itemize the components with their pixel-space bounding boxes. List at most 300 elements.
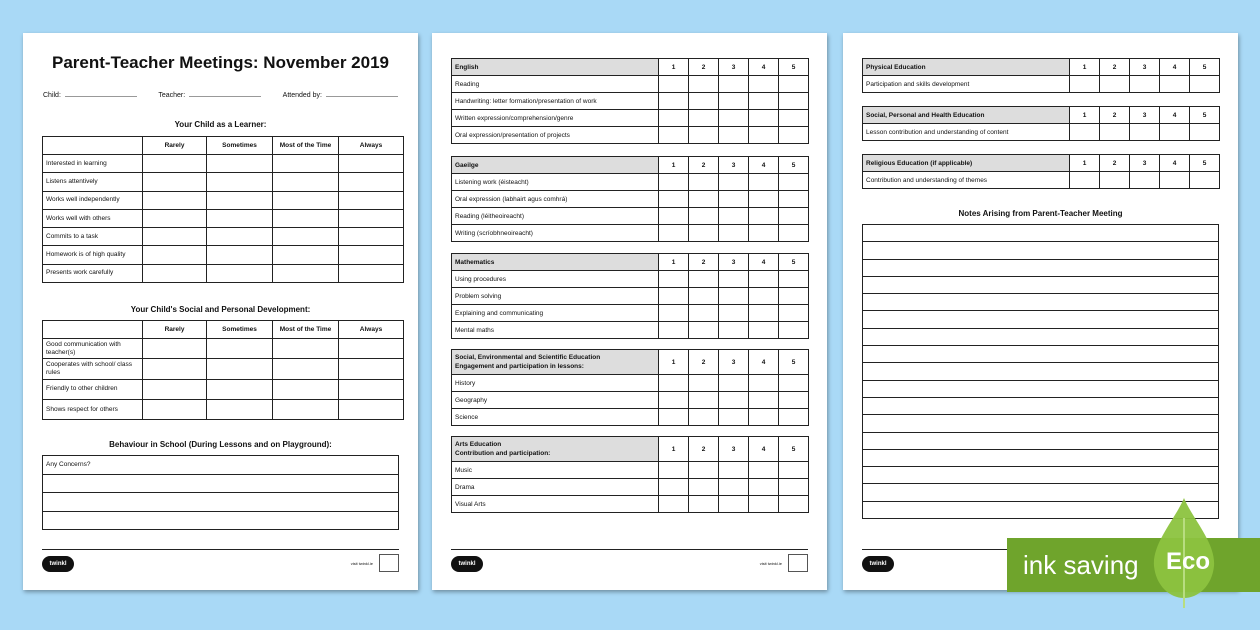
- rating-cell[interactable]: [143, 209, 207, 227]
- rating-cell[interactable]: [273, 379, 339, 399]
- scale-header: 5: [779, 157, 809, 174]
- rating-cell[interactable]: [689, 305, 719, 322]
- rating-cell[interactable]: [749, 271, 779, 288]
- rating-cell[interactable]: [1130, 124, 1160, 141]
- table-row: [43, 339, 404, 359]
- notes-line: [863, 328, 1219, 345]
- rating-cell[interactable]: [719, 208, 749, 225]
- notes-cell[interactable]: [863, 346, 1219, 363]
- rating-cell[interactable]: [719, 271, 749, 288]
- scale-header: 3: [1130, 155, 1160, 172]
- rating-cell[interactable]: [207, 228, 273, 246]
- subject-title: [452, 350, 659, 375]
- table-row: [452, 409, 809, 426]
- rating-cell[interactable]: [749, 191, 779, 208]
- column-header: Rarely: [143, 321, 207, 339]
- row-label: Presents work carefully: [43, 264, 143, 282]
- footer: [42, 549, 399, 567]
- rating-cell[interactable]: [339, 228, 404, 246]
- attended-field: [283, 92, 398, 99]
- rating-cell[interactable]: [1100, 124, 1130, 141]
- subject-table: [451, 253, 809, 339]
- rating-cell[interactable]: [779, 208, 809, 225]
- table-row: [43, 474, 399, 493]
- rating-cell[interactable]: [779, 322, 809, 339]
- scale-header: 2: [689, 157, 719, 174]
- rating-cell[interactable]: [143, 399, 207, 419]
- header-row: [452, 59, 809, 76]
- rating-cell[interactable]: [719, 392, 749, 409]
- table-row: [43, 456, 399, 475]
- scale-header: 4: [749, 254, 779, 271]
- rating-cell[interactable]: [779, 462, 809, 479]
- subject-title: [452, 437, 659, 462]
- rating-cell[interactable]: [689, 93, 719, 110]
- rating-cell[interactable]: [689, 225, 719, 242]
- row-label: Friendly to other children: [43, 379, 143, 399]
- row-label: Drama: [452, 479, 659, 496]
- rating-cell[interactable]: [749, 76, 779, 93]
- rating-cell[interactable]: [339, 246, 404, 264]
- rating-cell[interactable]: [339, 209, 404, 227]
- rating-cell[interactable]: [273, 359, 339, 379]
- subject-name: Mathematics: [455, 258, 495, 266]
- subject-subtitle: Contribution and participation:: [455, 450, 551, 457]
- rating-cell[interactable]: [1070, 76, 1100, 93]
- notes-line: [863, 449, 1219, 466]
- concern-line[interactable]: [43, 493, 399, 512]
- notes-cell[interactable]: [863, 415, 1219, 432]
- rating-cell[interactable]: [719, 110, 749, 127]
- rating-cell[interactable]: [689, 392, 719, 409]
- rating-cell[interactable]: [659, 392, 689, 409]
- rating-cell[interactable]: [207, 399, 273, 419]
- rating-cell[interactable]: [779, 305, 809, 322]
- notes-cell[interactable]: [863, 294, 1219, 311]
- row-label: Writing (scríobhneoireacht): [452, 225, 659, 242]
- column-header: Sometimes: [207, 137, 273, 155]
- rating-cell[interactable]: [689, 110, 719, 127]
- table-row: [43, 209, 404, 227]
- notes-cell[interactable]: [863, 380, 1219, 397]
- scale-header: 1: [659, 350, 689, 375]
- rating-cell[interactable]: [719, 127, 749, 144]
- rating-cell[interactable]: [273, 399, 339, 419]
- rating-cell[interactable]: [689, 479, 719, 496]
- rating-cell[interactable]: [689, 288, 719, 305]
- rating-cell[interactable]: [207, 246, 273, 264]
- rating-cell[interactable]: [659, 479, 689, 496]
- notes-line: [863, 276, 1219, 293]
- scale-header: 2: [1100, 107, 1130, 124]
- rating-cell[interactable]: [779, 225, 809, 242]
- row-label: Geography: [452, 392, 659, 409]
- rating-cell[interactable]: [719, 375, 749, 392]
- header-blank: [43, 321, 143, 339]
- page-2: [432, 33, 827, 590]
- rating-cell[interactable]: [779, 174, 809, 191]
- concern-line[interactable]: [43, 511, 399, 530]
- rating-cell[interactable]: [143, 191, 207, 209]
- scale-header: 4: [1160, 155, 1190, 172]
- row-label: Explaining and communicating: [452, 305, 659, 322]
- scale-header: 2: [1100, 155, 1130, 172]
- subject-table: [451, 436, 809, 513]
- rating-cell[interactable]: [207, 191, 273, 209]
- rating-cell[interactable]: [659, 76, 689, 93]
- rating-cell[interactable]: [207, 209, 273, 227]
- rating-cell[interactable]: [689, 462, 719, 479]
- table-row: [43, 155, 404, 173]
- rating-cell[interactable]: [749, 409, 779, 426]
- rating-cell[interactable]: [749, 322, 779, 339]
- rating-cell[interactable]: [1070, 124, 1100, 141]
- table-row: [452, 496, 809, 513]
- teacher-label: Teacher:: [158, 92, 186, 99]
- rating-cell[interactable]: [143, 379, 207, 399]
- rating-cell[interactable]: [719, 225, 749, 242]
- rating-cell[interactable]: [689, 76, 719, 93]
- table-row: [863, 76, 1220, 93]
- rating-cell[interactable]: [749, 392, 779, 409]
- rating-cell[interactable]: [339, 399, 404, 419]
- rating-cell[interactable]: [689, 127, 719, 144]
- notes-cell[interactable]: [863, 242, 1219, 259]
- rating-cell[interactable]: [659, 462, 689, 479]
- attended-line: [326, 96, 398, 97]
- ink-saving-label: ink saving: [1023, 550, 1139, 580]
- row-label: Homework is of high quality: [43, 246, 143, 264]
- scale-header: 5: [779, 254, 809, 271]
- rating-cell[interactable]: [749, 305, 779, 322]
- rating-cell[interactable]: [273, 264, 339, 282]
- column-header: Always: [339, 137, 404, 155]
- rating-cell[interactable]: [207, 339, 273, 359]
- scale-header: 1: [659, 157, 689, 174]
- rating-cell[interactable]: [719, 93, 749, 110]
- rating-cell[interactable]: [659, 375, 689, 392]
- notes-cell[interactable]: [863, 225, 1219, 242]
- rating-cell[interactable]: [749, 496, 779, 513]
- rating-cell[interactable]: [1100, 76, 1130, 93]
- notes-line: [863, 346, 1219, 363]
- rating-cell[interactable]: [143, 228, 207, 246]
- notes-cell[interactable]: [863, 276, 1219, 293]
- column-header: Most of the Time: [273, 321, 339, 339]
- rating-cell[interactable]: [207, 264, 273, 282]
- subject-table: [862, 58, 1220, 93]
- rating-cell[interactable]: [719, 322, 749, 339]
- table-row: [43, 191, 404, 209]
- notes-line: [863, 259, 1219, 276]
- rating-cell[interactable]: [207, 173, 273, 191]
- table-row: [43, 379, 404, 399]
- subject-title: [452, 254, 659, 271]
- rating-cell[interactable]: [749, 225, 779, 242]
- notes-line: [863, 294, 1219, 311]
- scale-header: 3: [1130, 107, 1160, 124]
- rating-cell[interactable]: [689, 271, 719, 288]
- row-label: Problem solving: [452, 288, 659, 305]
- rating-cell[interactable]: [719, 496, 749, 513]
- rating-cell[interactable]: [689, 191, 719, 208]
- rating-cell[interactable]: [339, 264, 404, 282]
- scale-header: 3: [719, 437, 749, 462]
- rating-cell[interactable]: [659, 271, 689, 288]
- scale-header: 5: [779, 437, 809, 462]
- subject-name: English: [455, 63, 479, 71]
- rating-cell[interactable]: [1100, 172, 1130, 189]
- rating-cell[interactable]: [1130, 76, 1160, 93]
- notes-cell[interactable]: [863, 363, 1219, 380]
- rating-cell[interactable]: [719, 305, 749, 322]
- rating-cell[interactable]: [659, 93, 689, 110]
- subject-table: [862, 106, 1220, 141]
- rating-cell[interactable]: [273, 209, 339, 227]
- learner-heading: Your Child as a Learner:: [174, 120, 267, 129]
- behaviour-heading: Behaviour in School (During Lessons and on Playground):: [109, 440, 332, 449]
- rating-cell[interactable]: [779, 76, 809, 93]
- rating-cell[interactable]: [143, 246, 207, 264]
- twinkl-logo: twinkl: [451, 556, 483, 572]
- table-row: [452, 208, 809, 225]
- rating-cell[interactable]: [659, 191, 689, 208]
- subject-table: [451, 349, 809, 426]
- scale-header: 1: [659, 59, 689, 76]
- table-row: [452, 271, 809, 288]
- scale-header: 5: [1190, 107, 1220, 124]
- rating-cell[interactable]: [779, 479, 809, 496]
- rating-cell[interactable]: [273, 339, 339, 359]
- rating-cell[interactable]: [749, 208, 779, 225]
- rating-cell[interactable]: [143, 155, 207, 173]
- visit-text: visit twinkl.ie: [350, 561, 373, 566]
- rating-cell[interactable]: [749, 375, 779, 392]
- twinkl-logo: twinkl: [862, 556, 894, 572]
- row-label: Oral expression/presentation of projects: [452, 127, 659, 144]
- row-label: Participation and skills development: [863, 76, 1070, 93]
- rating-cell[interactable]: [659, 496, 689, 513]
- rating-cell[interactable]: [719, 462, 749, 479]
- rating-cell[interactable]: [273, 173, 339, 191]
- notes-cell[interactable]: [863, 449, 1219, 466]
- notes-line: [863, 415, 1219, 432]
- table-row: [452, 110, 809, 127]
- quality-badge-icon: [379, 554, 399, 572]
- rating-cell[interactable]: [719, 76, 749, 93]
- rating-cell[interactable]: [659, 225, 689, 242]
- scale-header: 1: [1070, 59, 1100, 76]
- rating-cell[interactable]: [719, 409, 749, 426]
- rating-cell[interactable]: [339, 339, 404, 359]
- table-row: [452, 462, 809, 479]
- rating-cell[interactable]: [779, 409, 809, 426]
- notes-line: [863, 242, 1219, 259]
- rating-cell[interactable]: [779, 496, 809, 513]
- rating-cell[interactable]: [273, 246, 339, 264]
- subject-title: [452, 157, 659, 174]
- header-row: [452, 157, 809, 174]
- notes-cell[interactable]: [863, 328, 1219, 345]
- rating-cell[interactable]: [659, 305, 689, 322]
- twinkl-logo: twinkl: [42, 556, 74, 572]
- table-row: [452, 174, 809, 191]
- rating-cell[interactable]: [207, 379, 273, 399]
- rating-cell[interactable]: [143, 264, 207, 282]
- rating-cell[interactable]: [659, 322, 689, 339]
- rating-cell[interactable]: [779, 110, 809, 127]
- scale-header: 2: [1100, 59, 1130, 76]
- rating-cell[interactable]: [749, 174, 779, 191]
- rating-cell[interactable]: [749, 110, 779, 127]
- rating-cell[interactable]: [143, 339, 207, 359]
- rating-cell[interactable]: [719, 174, 749, 191]
- subject-name: Social, Personal and Health Education: [866, 111, 985, 119]
- rating-cell[interactable]: [719, 288, 749, 305]
- scale-header: 3: [1130, 59, 1160, 76]
- notes-cell[interactable]: [863, 311, 1219, 328]
- subject-title: [452, 59, 659, 76]
- row-label: Listening work (éisteacht): [452, 174, 659, 191]
- subject-title: [863, 59, 1070, 76]
- rating-cell[interactable]: [749, 479, 779, 496]
- notes-cell[interactable]: [863, 467, 1219, 484]
- row-label: Good communication with teacher(s): [43, 339, 143, 359]
- document-title: Parent-Teacher Meetings: November 2019: [52, 53, 389, 72]
- table-row: [452, 375, 809, 392]
- header-row: [863, 107, 1220, 124]
- row-label: Shows respect for others: [43, 399, 143, 419]
- rating-cell[interactable]: [143, 359, 207, 379]
- rating-cell[interactable]: [779, 271, 809, 288]
- rating-cell[interactable]: [1190, 172, 1220, 189]
- header-row: [452, 350, 809, 375]
- rating-cell[interactable]: [779, 127, 809, 144]
- rating-cell[interactable]: [1190, 76, 1220, 93]
- rating-cell[interactable]: [779, 93, 809, 110]
- subject-name: Arts Education: [455, 441, 502, 448]
- rating-cell[interactable]: [689, 409, 719, 426]
- rating-cell[interactable]: [339, 379, 404, 399]
- scale-header: 4: [749, 59, 779, 76]
- notes-line: [863, 380, 1219, 397]
- row-label: Reading (léitheoireacht): [452, 208, 659, 225]
- page-1: [23, 33, 418, 590]
- scale-header: 3: [719, 157, 749, 174]
- teacher-field: [158, 92, 261, 99]
- rating-cell[interactable]: [339, 155, 404, 173]
- rating-cell[interactable]: [1070, 172, 1100, 189]
- rating-cell[interactable]: [273, 191, 339, 209]
- row-label: Works well with others: [43, 209, 143, 227]
- rating-cell[interactable]: [749, 462, 779, 479]
- rating-cell[interactable]: [659, 409, 689, 426]
- subject-table: [862, 154, 1220, 189]
- header-blank: [43, 137, 143, 155]
- notes-cell[interactable]: [863, 397, 1219, 414]
- rating-cell[interactable]: [779, 288, 809, 305]
- subject-title: [863, 107, 1070, 124]
- notes-cell[interactable]: [863, 259, 1219, 276]
- rating-cell[interactable]: [273, 155, 339, 173]
- scale-header: 1: [659, 437, 689, 462]
- rating-cell[interactable]: [659, 174, 689, 191]
- child-label: Child:: [43, 92, 61, 99]
- scale-header: 4: [749, 437, 779, 462]
- rating-cell[interactable]: [339, 173, 404, 191]
- subject-name: Religious Education (if applicable): [866, 159, 973, 167]
- notes-line: [863, 467, 1219, 484]
- rating-cell[interactable]: [1130, 172, 1160, 189]
- rating-cell[interactable]: [749, 288, 779, 305]
- behaviour-table: [42, 455, 399, 530]
- row-label: Written expression/comprehension/genre: [452, 110, 659, 127]
- scale-header: 1: [1070, 155, 1100, 172]
- rating-cell[interactable]: [689, 174, 719, 191]
- table-row: [452, 322, 809, 339]
- rating-cell[interactable]: [779, 375, 809, 392]
- rating-cell[interactable]: [689, 322, 719, 339]
- rating-cell[interactable]: [659, 127, 689, 144]
- row-label: Listens attentively: [43, 173, 143, 191]
- rating-cell[interactable]: [1190, 124, 1220, 141]
- rating-cell[interactable]: [689, 208, 719, 225]
- rating-cell[interactable]: [273, 228, 339, 246]
- row-label: Lesson contribution and understanding of content: [863, 124, 1070, 141]
- rating-cell[interactable]: [339, 359, 404, 379]
- notes-cell[interactable]: [863, 432, 1219, 449]
- rating-cell[interactable]: [339, 191, 404, 209]
- eco-label: Eco: [1166, 548, 1211, 575]
- table-row: [452, 191, 809, 208]
- rating-cell[interactable]: [143, 173, 207, 191]
- row-label: Works well independently: [43, 191, 143, 209]
- scale-header: 4: [1160, 107, 1190, 124]
- row-label: Mental maths: [452, 322, 659, 339]
- rating-cell[interactable]: [779, 392, 809, 409]
- scale-header: 3: [719, 59, 749, 76]
- rating-cell[interactable]: [659, 208, 689, 225]
- concern-line[interactable]: [43, 474, 399, 493]
- rating-cell[interactable]: [719, 191, 749, 208]
- header-row: [452, 254, 809, 271]
- row-label: Using procedures: [452, 271, 659, 288]
- rating-cell[interactable]: [659, 110, 689, 127]
- rating-cell[interactable]: [1160, 172, 1190, 189]
- rating-cell[interactable]: [749, 93, 779, 110]
- notes-line: [863, 363, 1219, 380]
- table-row: [43, 246, 404, 264]
- rating-cell[interactable]: [689, 375, 719, 392]
- scale-header: 5: [779, 59, 809, 76]
- row-label: Oral expression (labhairt agus comhrá): [452, 191, 659, 208]
- scale-header: 3: [719, 254, 749, 271]
- rating-cell[interactable]: [1160, 124, 1190, 141]
- rating-cell[interactable]: [689, 496, 719, 513]
- table-row: [43, 264, 404, 282]
- table-row: [452, 127, 809, 144]
- subject-name: Social, Environmental and Scientific Education: [455, 354, 601, 361]
- rating-cell[interactable]: [719, 479, 749, 496]
- learner-table: [42, 136, 404, 283]
- rating-cell[interactable]: [207, 359, 273, 379]
- scale-header: 2: [689, 437, 719, 462]
- rating-cell[interactable]: [1160, 76, 1190, 93]
- rating-cell[interactable]: [779, 191, 809, 208]
- rating-cell[interactable]: [659, 288, 689, 305]
- rating-cell[interactable]: [207, 155, 273, 173]
- rating-cell[interactable]: [749, 127, 779, 144]
